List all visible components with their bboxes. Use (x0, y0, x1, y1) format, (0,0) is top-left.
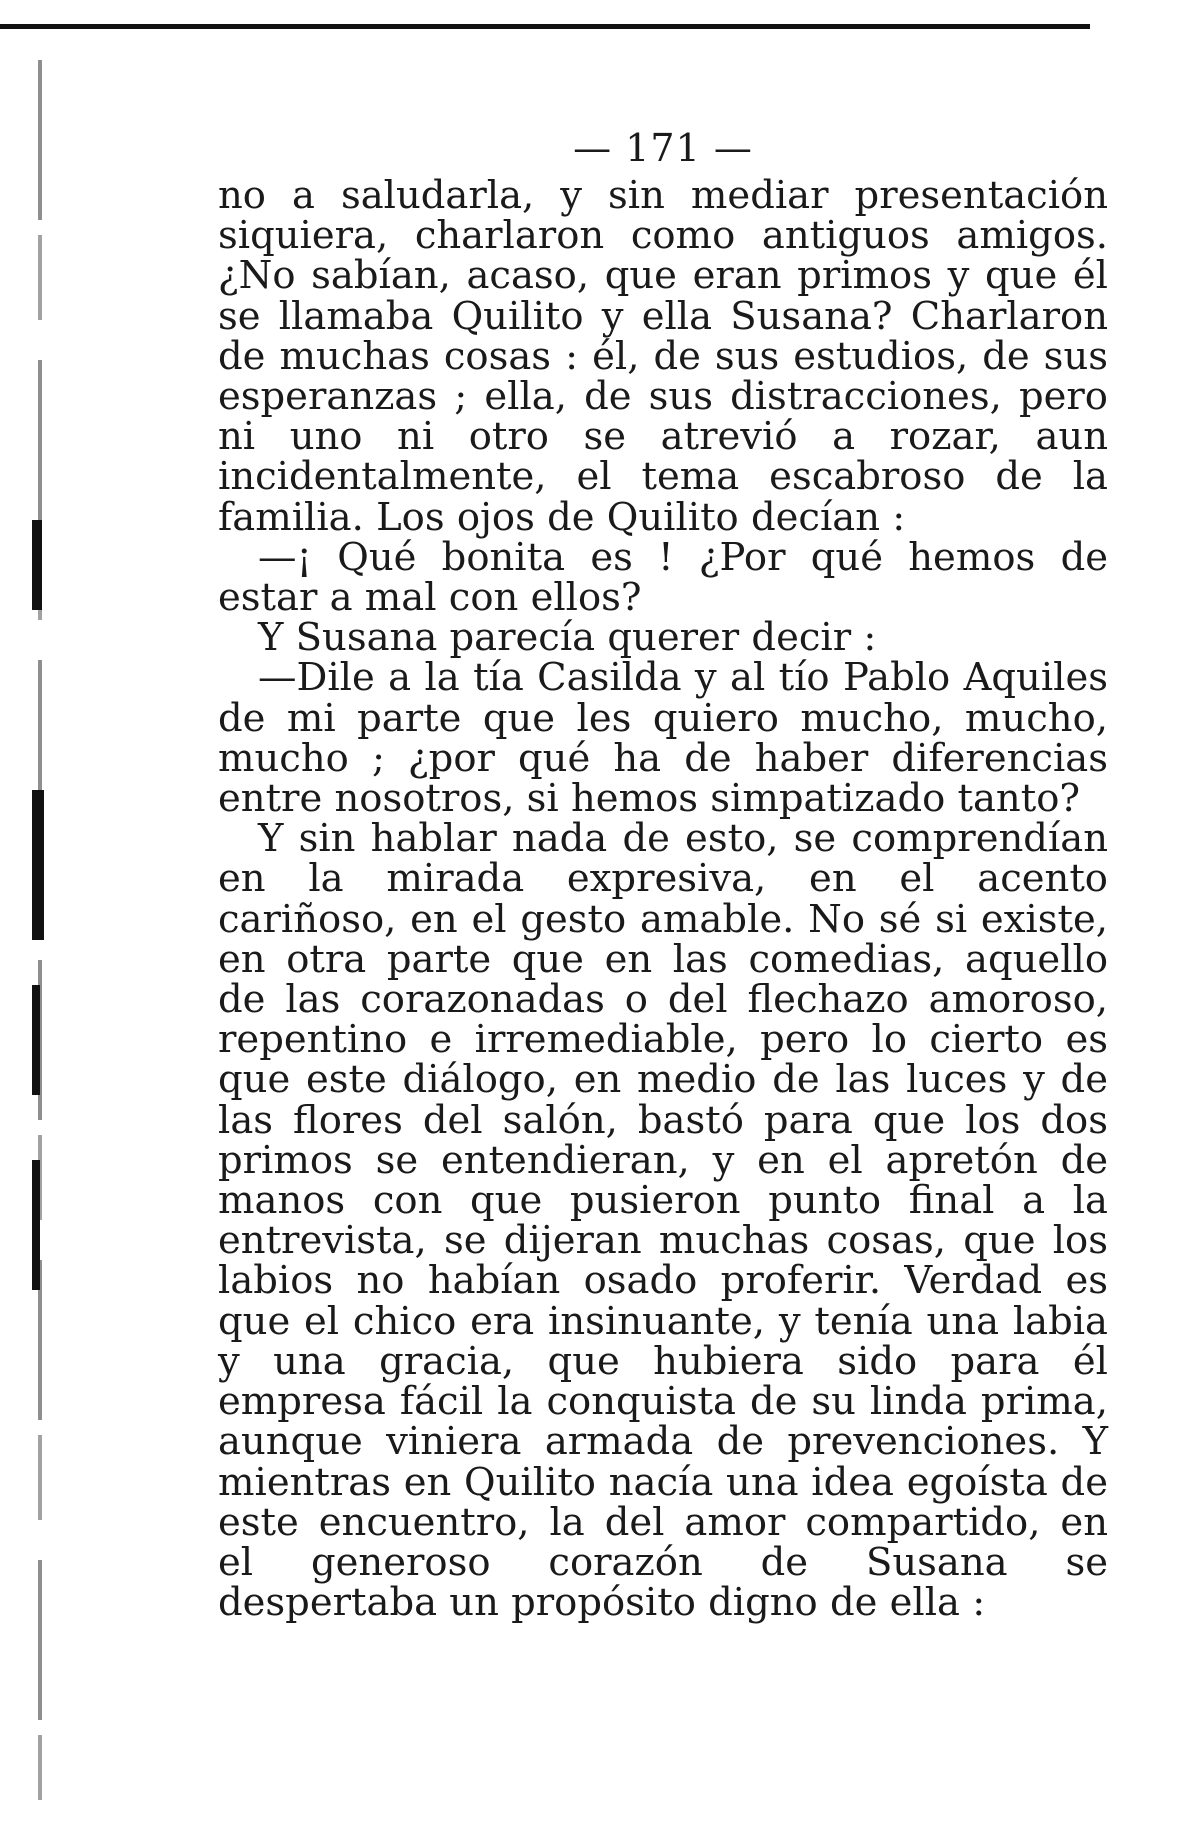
edge-mark (32, 520, 42, 610)
paragraph: Y sin hablar nada de esto, se comprendían en la mirada expresiva, en el acento cariñoso, en el gesto amable. No sé si existe, en otra parte que en las comedias, aquello de las corazonadas o del flechazo amoroso, repentino e irremediable, pero lo cierto es que este diálogo, en medio de las luces y de las flores del salón, bastó para que los dos primos se entendieran, y en el apretón de manos con que pusieron punto final a la entrevista, se dijeran muchas cosas, que los labios no habían osado proferir. Verdad es que el chico era insinuante, y tenía una labia y una gracia, que hubiera sido para él empresa fácil la conquista de su linda prima, aunque viniera armada de prevenciones. Y mientras en Quilito nacía una idea egoísta de este encuentro, la del amor compartido, en el generoso corazón de Susana se despertaba un propósito digno de ella : (218, 816, 1108, 1626)
paragraph: —Dile a la tía Casilda y al tío Pablo Aquiles de mi parte que les quiero mucho, mucho, mucho ; ¿por qué ha de haber diferencias entre nosotros, si hemos simpatizado tanto? (218, 655, 1108, 822)
paragraph: Y Susana parecía querer decir : (258, 615, 877, 661)
paragraph: no a saludarla, y sin mediar presentación siquiera, charlaron como antiguos amigos. ¿No sabían, acaso, que eran primos y que él se llamaba Quilito y ella Susana? Charlaron de muchas cosas : él, de sus estudios, de sus esperanzas ; ella, de sus distracciones, pero ni uno ni otro se atrevió a rozar, aun incidentalmente, el tema escabroso de la familia. Los ojos de Quilito decían : (218, 173, 1108, 540)
top-rule (0, 24, 1090, 29)
page-number: — 171 — (573, 126, 753, 170)
edge-mark (32, 790, 44, 940)
paragraph: —¡ Qué bonita es ! ¿Por qué hemos de estar a mal con ellos? (218, 534, 1108, 621)
body-text (218, 173, 1108, 1626)
edge-mark (32, 1160, 40, 1290)
edge-mark (32, 985, 40, 1095)
book-page (218, 126, 1108, 1626)
